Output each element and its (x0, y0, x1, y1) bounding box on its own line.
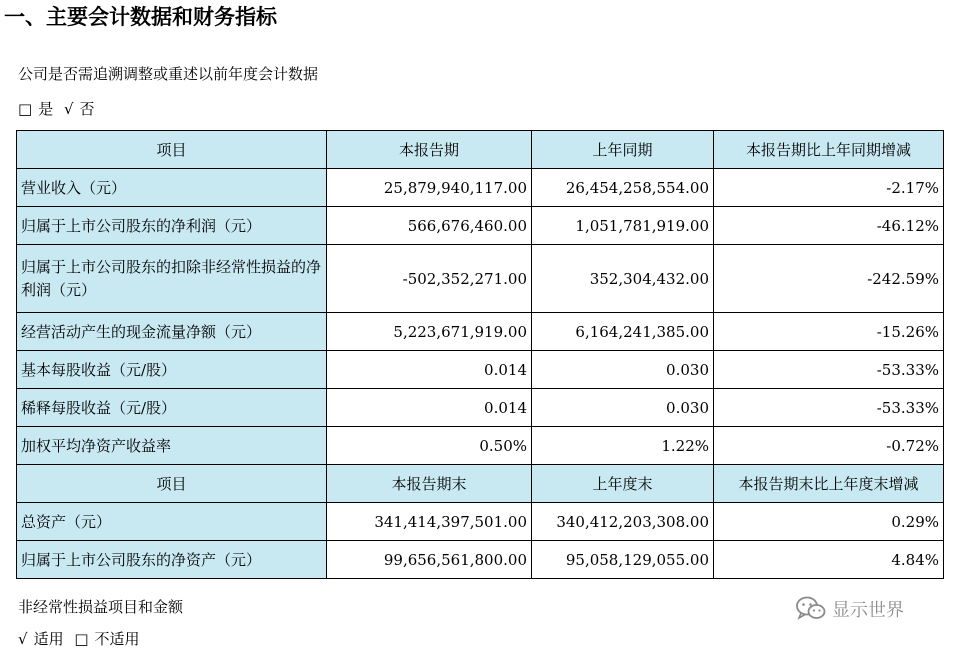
table-row (17, 207, 944, 245)
cell-change: -46.12% (714, 207, 944, 245)
cell-prior: 340,412,203,308.00 (532, 503, 714, 541)
table-header-row (17, 465, 944, 503)
cell-current: 0.014 (327, 389, 532, 427)
applicable-options (18, 628, 146, 650)
table-row (17, 427, 944, 465)
wechat-icon (796, 596, 826, 622)
table-row (17, 245, 944, 313)
row-label: 基本每股收益（元/股） (17, 351, 327, 389)
cell-change: 4.84% (714, 541, 944, 579)
cell-change: -242.59% (714, 245, 944, 313)
table-row (17, 313, 944, 351)
cell-current: 25,879,940,117.00 (327, 169, 532, 207)
row-label: 归属于上市公司股东的净资产（元） (17, 541, 327, 579)
restate-no-label: 否 (79, 100, 95, 118)
cell-current: -502,352,271.00 (327, 245, 532, 313)
row-label: 归属于上市公司股东的扣除非经常性损益的净利润（元） (17, 245, 327, 313)
table-row (17, 351, 944, 389)
header-cell-change: 本报告期比上年同期增减 (714, 131, 944, 169)
table-header-row (17, 131, 944, 169)
cell-prior: 0.030 (532, 389, 714, 427)
cell-current: 0.50% (327, 427, 532, 465)
cell-change: -2.17% (714, 169, 944, 207)
row-label: 营业收入（元） (17, 169, 327, 207)
section-title: 一、主要会计数据和财务指标 (4, 5, 277, 29)
watermark (796, 596, 904, 622)
financial-data-table (16, 130, 944, 579)
table-row (17, 389, 944, 427)
row-label: 总资产（元） (17, 503, 327, 541)
cell-current: 341,414,397,501.00 (327, 503, 532, 541)
cell-change: -15.26% (714, 313, 944, 351)
applicable-no-checkbox[interactable]: □ (74, 630, 89, 648)
nonrecurring-title: 非经常性损益项目和金额 (18, 598, 184, 616)
row-label: 稀释每股收益（元/股） (17, 389, 327, 427)
cell-change: -53.33% (714, 389, 944, 427)
cell-prior: 26,454,258,554.00 (532, 169, 714, 207)
cell-change: -0.72% (714, 427, 944, 465)
applicable-no-label: 不适用 (94, 630, 140, 648)
header-cell-prior-end: 上年度末 (532, 465, 714, 503)
cell-prior: 352,304,432.00 (532, 245, 714, 313)
header-cell-current-end: 本报告期末 (327, 465, 532, 503)
restate-yes-label: 是 (38, 100, 54, 118)
table-row (17, 503, 944, 541)
cell-current: 99,656,561,800.00 (327, 541, 532, 579)
row-label: 经营活动产生的现金流量净额（元） (17, 313, 327, 351)
row-label: 归属于上市公司股东的净利润（元） (17, 207, 327, 245)
header-cell-item: 项目 (17, 131, 327, 169)
header-cell-change-end: 本报告期末比上年度末增减 (714, 465, 944, 503)
cell-prior: 0.030 (532, 351, 714, 389)
cell-prior: 1.22% (532, 427, 714, 465)
applicable-yes-checkbox[interactable]: √ (18, 630, 28, 648)
header-cell-current: 本报告期 (327, 131, 532, 169)
restate-yes-checkbox[interactable]: □ (18, 100, 33, 118)
cell-prior: 6,164,241,385.00 (532, 313, 714, 351)
header-cell-prior: 上年同期 (532, 131, 714, 169)
applicable-yes-label: 适用 (33, 630, 64, 648)
cell-prior: 95,058,129,055.00 (532, 541, 714, 579)
watermark-text: 显示世界 (832, 600, 904, 621)
row-label: 加权平均净资产收益率 (17, 427, 327, 465)
cell-change: 0.29% (714, 503, 944, 541)
restate-no-checkbox[interactable]: √ (63, 100, 74, 118)
cell-current: 5,223,671,919.00 (327, 313, 532, 351)
table-row (17, 541, 944, 579)
table-row (17, 169, 944, 207)
cell-current: 0.014 (327, 351, 532, 389)
cell-current: 566,676,460.00 (327, 207, 532, 245)
restate-question: 公司是否需追溯调整或重述以前年度会计数据 (18, 65, 319, 83)
header-cell-item: 项目 (17, 465, 327, 503)
cell-prior: 1,051,781,919.00 (532, 207, 714, 245)
cell-change: -53.33% (714, 351, 944, 389)
restate-options (18, 98, 101, 120)
